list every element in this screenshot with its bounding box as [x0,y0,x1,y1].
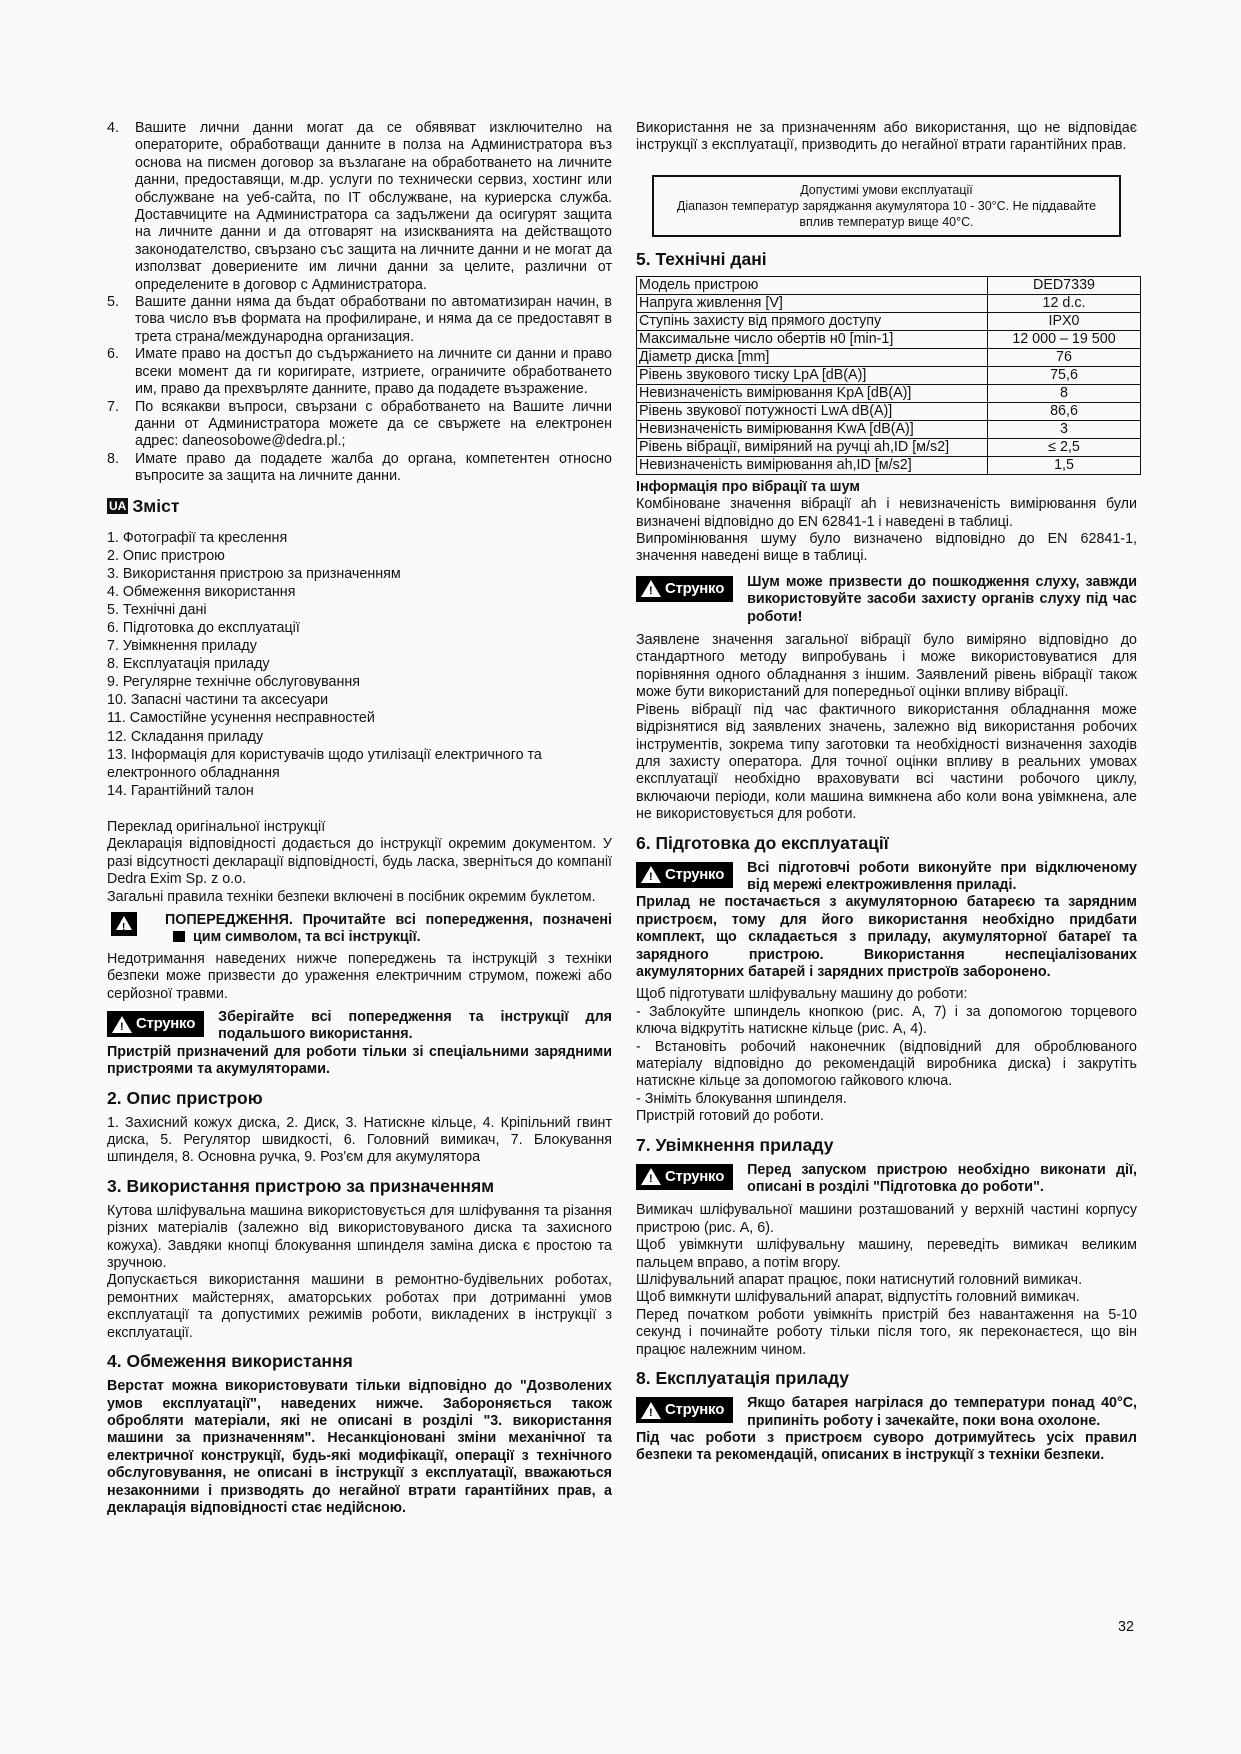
caution-badge: ! Стрункo [636,862,733,888]
toc-item: 1. Фотографії та креслення [107,529,288,546]
toc-item: 10. Запасні частини та аксесуари [107,692,329,709]
section-7-title: 7. Увімкнення приладу [636,1134,834,1155]
table-row: Модель пристрою DED7339 [637,276,1141,294]
battery-note: Прилад не постачається з акумуляторною батареєю та зарядним пристроєм, тому для його використання необхідно придбати комплект, що складається з приладу, акумуляторної батареї та зарядного пристрою. Використання неспеціалізованих акумуляторних батарей і зарядних пристроїв заборонено. [636,894,1137,980]
section-3-text: Кутова шліфувальна машина використовується для шліфування та різання різних матеріалів (залежно від використовуваного диска та захисного кожуха). Завдяки кнопці блокування шпинделя заміна диска є простою та зручною. [107,1202,612,1272]
caution-badge: ! Стрункo [636,1397,733,1423]
table-row: Рівень вібрації, виміряний на ручці ah,ID [м/s2] ≤ 2,5 [637,438,1141,456]
table-row: Невизначеність вимірювання KpA [dB(A)] 8 [637,384,1141,402]
section-4-text: Верстат можна використовувати тільки відповідно до "Дозволених умов експлуатації", наведених нижче. Забороняється також обробляти матеріали, які не описані в розділі "3. використання машини за призначенням". Несанкціоновані зміни механічної та електричної конструкції, будь-які модифікації, операції з технічного обслуговування, не описані в інструкції з експлуатації, вважаються незаконними і призводять до негайної втрати гарантійних прав, а декларація відповідності стає недійсною. [107,1378,612,1516]
section-3-title: 3. Використання пристрою за призначенням [107,1175,495,1196]
section-2-title: 2. Опис пристрою [107,1087,263,1108]
section-8-title: 8. Експлуатація приладу [636,1368,849,1389]
toc-item: 13. Інформація для користувачів щодо утилізації електричного та електронного обладнання [107,746,542,781]
table-of-contents [107,529,612,800]
privacy-list [107,120,612,486]
conditions-title: Допустимі умови експлуатації [800,182,973,197]
list-item: 5. Вашите данни няма да бъдат обработвани по автоматизиран начин, в това число във формата на профилиране, и няма да се предоставят в трета страна/международна организация. [107,294,612,345]
table-row: Рівень звукового тиску LpA [dB(A)] 75,6 [637,366,1141,384]
prep-step: - Заблокуйте шпиндель кнопкою (рис. A, 7) і за допомогою торцевого ключа відкрутіть натискне кільце (рис. A, 4). [636,1003,1137,1038]
prep-step: - Зніміть блокування шпинделя. [636,1090,847,1107]
section-4-title: 4. Обмеження використання [107,1351,353,1372]
caution-badge: ! Стрункo [107,1011,204,1037]
switch-text: Шліфувальний апарат працює, поки натиснутий головний вимикач. [636,1272,1083,1289]
charger-text: Пристрій призначений для роботи тільки зі спеціальними зарядними пристроями та акумуляторами. [107,1043,612,1078]
misuse-text: Використання не за призначенням або використання, що не відповідає інструкції з експлуатації, призводить до негайної втрати гарантійних прав. [636,120,1137,154]
prep-intro: Щоб підготувати шліфувальну машину до роботи: [636,986,968,1003]
conditions-text: Діапазон температур заряджання акумулятора 10 - 30°C. Не піддавайте вплив температур вище 40°C. [676,198,1097,229]
toc-item: 8. Експлуатація приладу [107,656,270,673]
vibration-heading: Інформація про вібрації та шум [636,478,860,495]
caution-badge: ! Стрункo [636,1164,733,1190]
vibration-text: Заявлене значення загальної вібрації було виміряно відповідно до стандартного методу випробувань і може використовуватися для порівняння одного обладнання з іншим. Заявлений рівень вібрації також може бути використаний для попередньої оцінки впливу вібрації. [636,632,1137,701]
contents-heading: UA Зміст [109,495,180,516]
translation-note: Переклад оригінальної інструкції [107,818,326,835]
conditions-box [652,175,1121,237]
table-row: Максимальне число обертів н0 [min-1] 12 000 – 19 500 [637,330,1141,348]
toc-item: 3. Використання пристрою за призначенням [107,565,401,582]
table-row: Рівень звукової потужності LwA dB(A)] 86,6 [637,402,1141,420]
left-column [107,120,612,1517]
caution-noise: ! Стрункo Шум може призвести до пошкодження слуху, завжди використовуйте засоби захисту органів слуху під час роботи! [636,574,1137,626]
list-item: 6. Имате право на достъп до съдържанието на личните си данни и право всеки момент да ги коригирате, изтриете, ограничите обработването им, право да прехвърляте данните, право да подадете възражение. [107,346,612,398]
switch-text: Щоб увімкнути шліфувальну машину, переведіть вимикач великим пальцем вправо, а потім вгору. [636,1237,1137,1271]
vibration-text: Випромінювання шуму було визначено відповідно до EN 62841-1, значення наведені вище в таблиці. [636,531,1137,565]
toc-item: 11. Самостійне усунення несправностей [107,710,375,727]
table-row: Ступінь захисту від прямого доступу IPX0 [637,312,1141,330]
ua-flag-icon: UA [109,498,127,513]
caution-badge: ! Стрункo [636,576,733,602]
vibration-text: Рівень вібрації під час фактичного використання обладнання може відрізнятися від заявлених значень, залежно від використання робочих інструментів, зокрема типу заготовки та необхідності визначення заходів для захисту оператора. Для точної оцінки впливу в реальних умовах експлуатації необхідно враховувати всі частини робочого циклу, включаючи періоди, коли машина вимкнена або коли вона увімкнена, але не використовується для роботи. [636,701,1137,823]
safety-final: Під час роботи з пристроєм суворо дотримуйтесь усіх правил безпеки та рекомендацій, описаних в інструкції з техніки безпеки. [636,1429,1137,1464]
list-item: 8. Имате право да подадете жалба до органа, компетентен относно въпросите за защита на личните данни. [107,450,612,485]
warning-icon: ! [112,1016,132,1033]
caution-prep: ! Стрункo Всі підготовчі роботи виконуйте при відключеному від мережі електроживлення приладі. [636,860,1137,895]
table-row: Невизначеність вимірювання ah,ID [м/s2] 1,5 [637,456,1141,474]
list-item: 4. Вашите лични данни могат да се обявяват изключително на операторите, обработващи данните в полза на Администратора въз основа на писмен договор за възлагане на обработването на личните данни, предоставящи, м.др. услуги по технически сервиз, хостинг или обслужване на уеб-сайта, по IT обслужване, на куриерска служба. Доставчиците на Администратора са задължени да осигурят защита на личните данни и да отговарят на изискванията на действащото законодателство, свързано със защита на личните данни и не могат да използват довериените им лични данни за целите, различни от определените в договор с Администратора. [107,120,612,293]
toc-item: 7. Увімкнення приладу [107,638,257,655]
declaration-text: Декларація відповідності додається до інструкції окремим документом. У разі відсутності декларації відповідності, будь ласка, зверніться до компанії Dedra Exim Sp. z o.o. [107,836,612,888]
list-item: 7. По всякакви въпроси, свързани с обработването на Вашите лични данни от Администратора можете да се свържете на електронен адрес: daneosobowe@dedra.pl.; [107,398,612,450]
toc-item: 9. Регулярне технічне обслуговування [107,674,360,691]
switch-text: Щоб вимкнути шліфувальний апарат, відпустіть головний вимикач. [636,1289,1080,1306]
warning-icon [173,931,185,942]
switch-text: Перед початком роботи увімкніть пристрій без навантаження на 5-10 секунд і починайте роботу тільки після того, як переконаєтеся, що він працює належним чином. [636,1306,1137,1358]
warning-consequence: Недотримання наведених нижче попереджень та інструкцій з техніки безпеки може призвести до ураження електричним струмом, пожежі або серйозної травми. [107,950,612,1002]
prep-ready: Пристрій готовий до роботи. [636,1108,824,1125]
toc-item: 6. Підготовка до експлуатації [107,620,300,636]
table-row: Невизначеність вимірювання KwA [dB(A)] 3 [637,420,1141,438]
toc-item: 14. Гарантійний талон [107,782,254,799]
warning-icon: ! [641,1168,661,1185]
switch-text: Вимикач шліфувальної машини розташований у верхній частині корпусу пристрою (рис. A, 6). [636,1202,1137,1236]
table-row: Діаметр диска [mm] 76 [637,348,1141,366]
table-row: Напруга живлення [V] 12 d.c. [637,294,1141,312]
toc-item: 12. Складання приладу [107,728,264,745]
warning-icon: ! [111,912,137,936]
section-3-text: Допускається використання машини в ремонтно-будівельних роботах, ремонтних майстернях, аматорських роботах при дотриманні умов експлуатації та допустимих режимів роботи, викладених в інструкції з експлуатації. [107,1272,612,1341]
vibration-text: Комбіноване значення вібрації ah і невизначеність вимірювання були визначені відповідно до EN 62841-1 і наведені в таблиці. [636,496,1137,530]
section-6-title: 6. Підготовка до експлуатації [636,832,889,853]
section-2-text: 1. Захисний кожух диска, 2. Диск, 3. Натискне кільце, 4. Кріпільний гвинт диска, 5. Регулятор швидкості, 6. Головний вимикач, 7. Блокування шпинделя, 8. Основна ручка, 9. Роз'єм для акумулятора [107,1114,612,1166]
toc-item: 4. Обмеження використання [107,583,296,600]
caution-battery: ! Стрункo Якщо батарея нагрілася до температури понад 40°C, припиніть роботу і зачекайте, поки вона охолоне. [636,1395,1137,1430]
warning-icon: ! [641,580,661,597]
toc-item: 5. Технічні дані [107,601,207,618]
page-number: 32 [1118,1619,1134,1635]
spec-table [636,276,1141,475]
caution-start: ! Стрункo Перед запуском пристрою необхідно виконати дії, описані в розділі "Підготовка до роботи". [636,1162,1137,1197]
warning-icon: ! [641,866,661,883]
toc-item: 2. Опис пристрою [107,547,225,564]
safety-rules-text: Загальні правила техніки безпеки включені в посібник окремим буклетом. [107,888,596,905]
caution-keep: ! Стрункo Зберігайте всі попередження та інструкції для подальшого використання. [107,1009,612,1044]
section-5-title: 5. Технічні дані [636,248,767,269]
general-warning: ! ПОПЕРЕДЖЕННЯ. Прочитайте всі попередження, позначеніцим символом, та всі інструкції. [107,912,612,947]
right-column [636,120,1137,1465]
prep-step: - Встановіть робочий наконечник (відповідний для оброблюваного матеріалу відповідно до рекомендацій виробника диска) і закрутіть натискне кільце за допомогою гайкового ключа. [636,1038,1137,1090]
warning-icon: ! [641,1402,661,1419]
